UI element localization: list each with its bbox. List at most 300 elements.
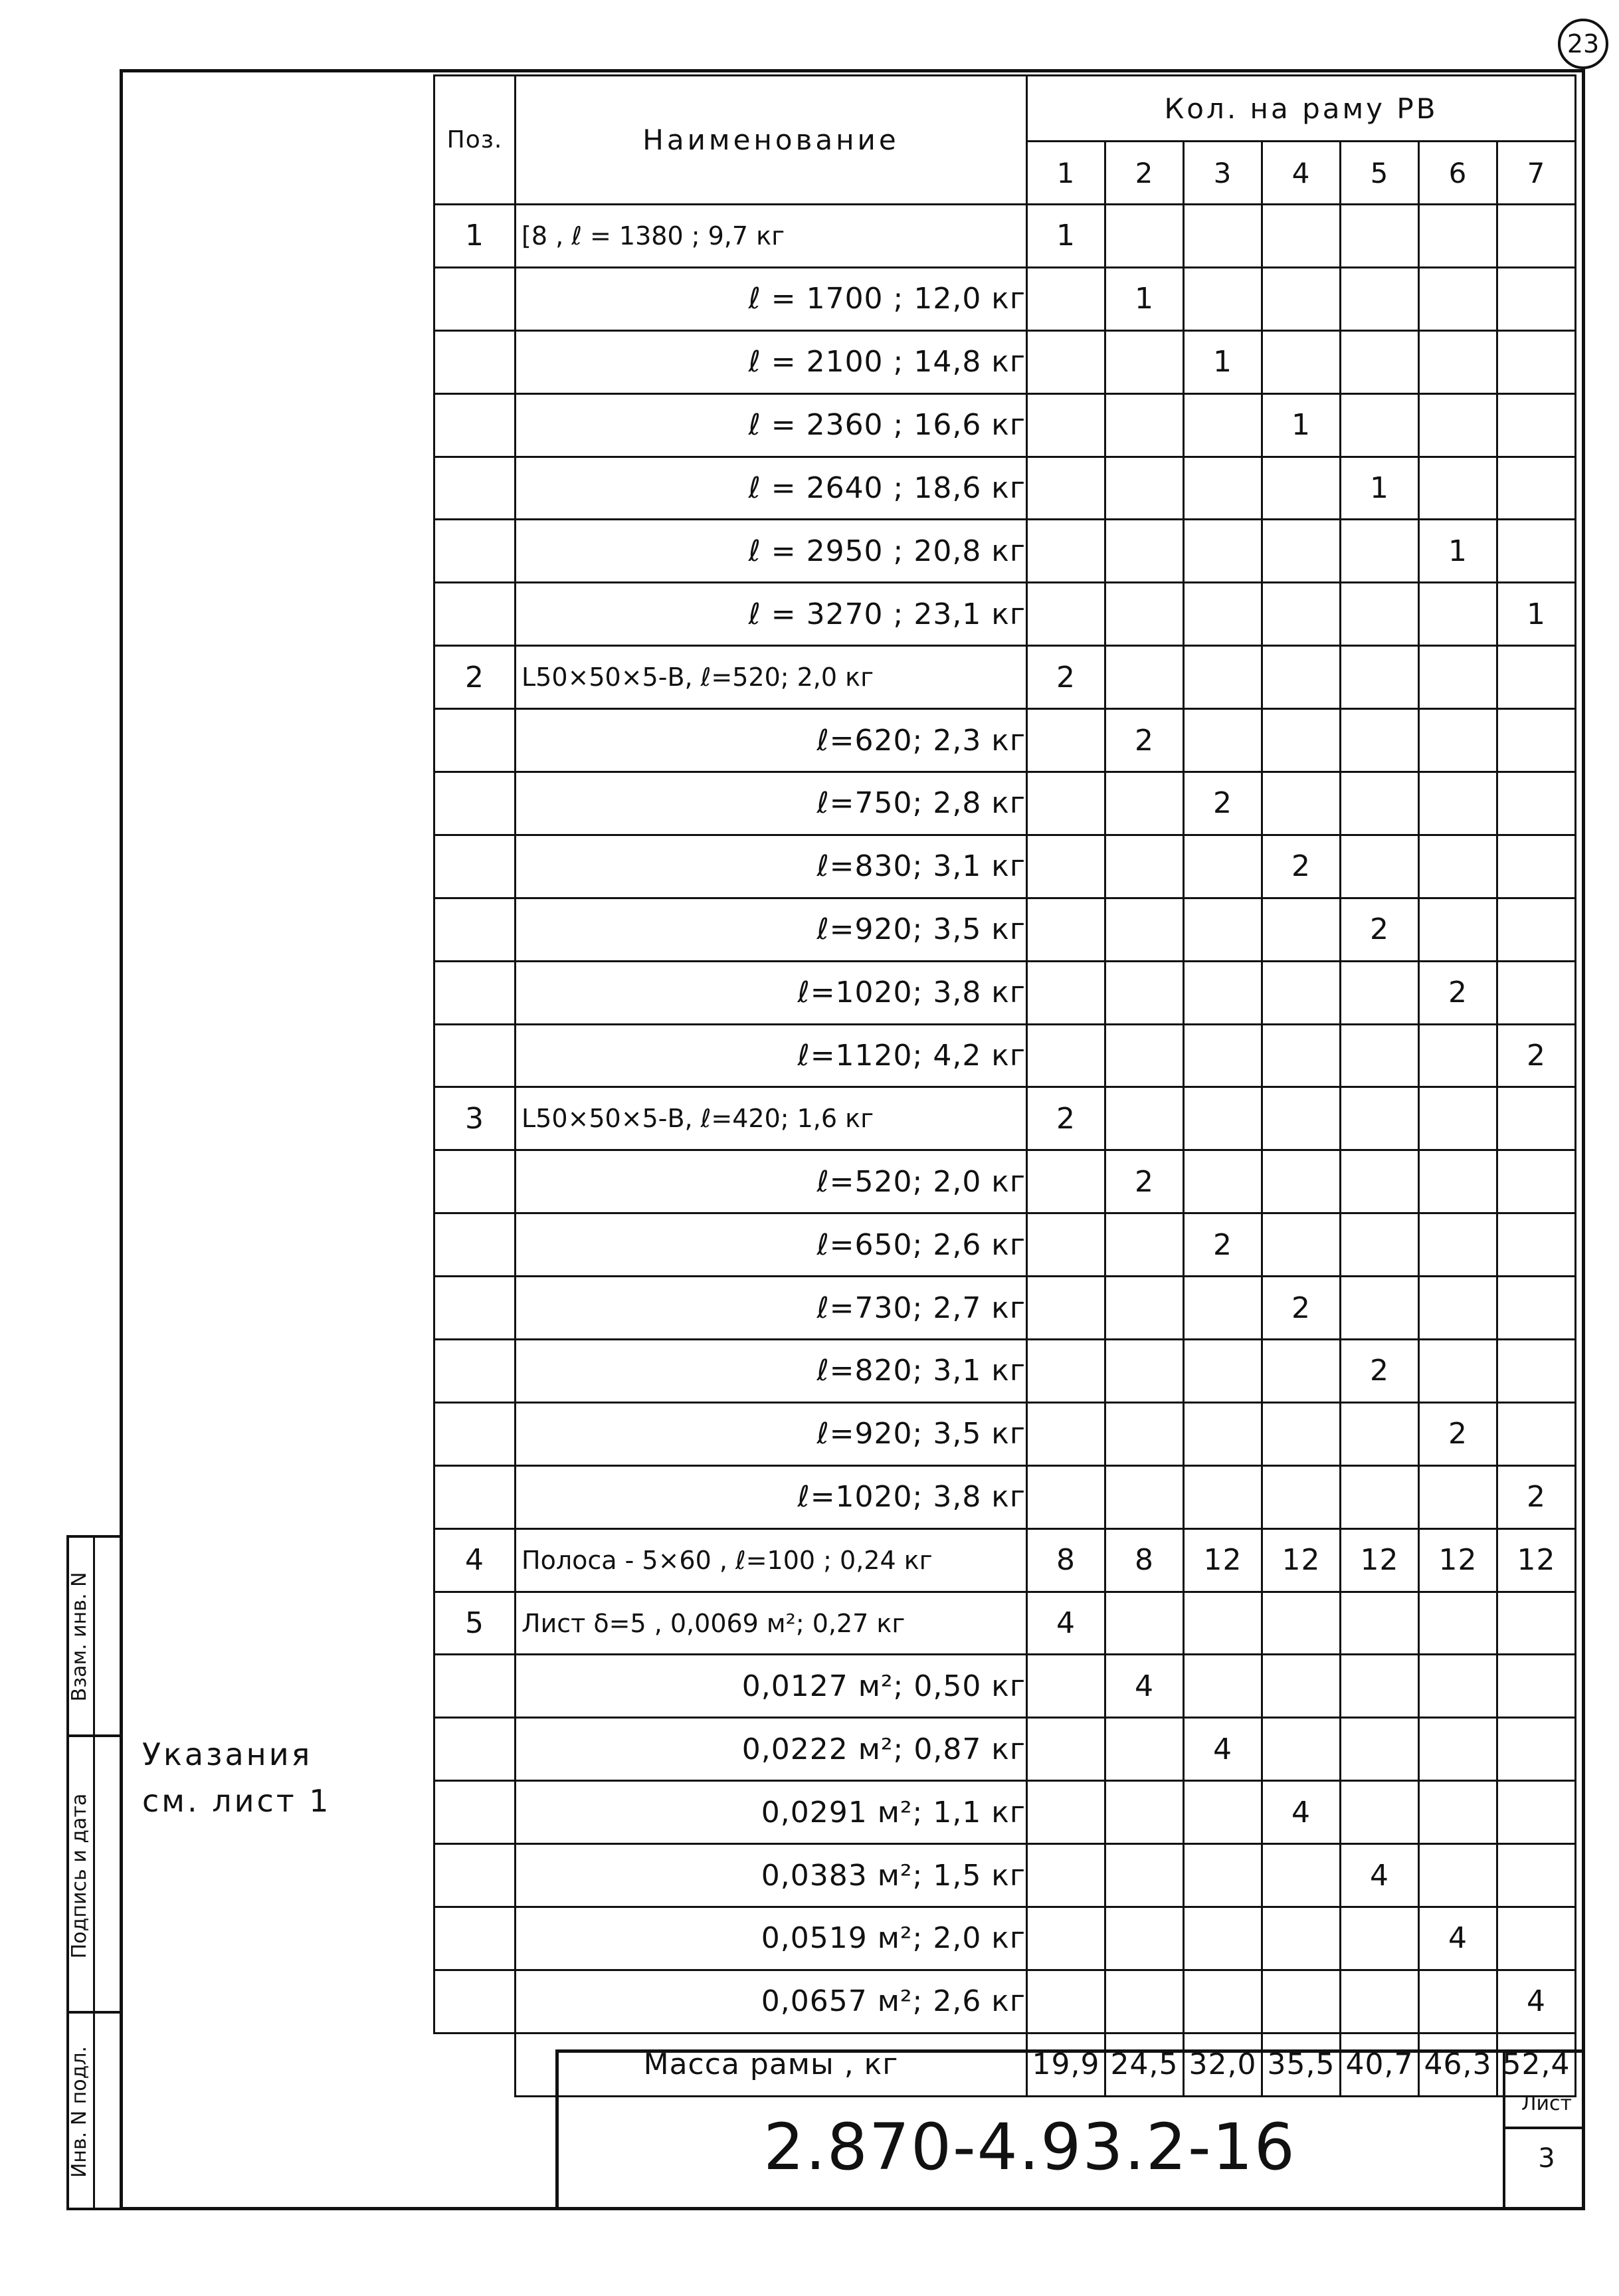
qty-cell <box>1184 1024 1262 1087</box>
qty-cell: 1 <box>1184 330 1262 393</box>
pos-cell <box>434 961 516 1024</box>
qty-cell <box>1341 1592 1419 1655</box>
pos-cell <box>434 330 516 393</box>
table-row <box>434 1528 1576 1592</box>
qty-cell <box>1027 898 1105 961</box>
qty-cell <box>1419 1465 1497 1528</box>
notes-line-2: см. лист 1 <box>142 1783 332 1819</box>
qty-cell <box>1262 772 1341 835</box>
qty-cell <box>1105 1213 1184 1277</box>
pos-cell: 1 <box>434 205 516 268</box>
qty-cell <box>1027 1907 1105 1970</box>
sheet-number: 3 <box>1538 2143 1555 2174</box>
qty-cell <box>1419 898 1497 961</box>
qty-cell <box>1105 1465 1184 1528</box>
qty-cell <box>1419 583 1497 646</box>
qty-cell <box>1497 1655 1576 1718</box>
table-row <box>434 1024 1576 1087</box>
qty-cell <box>1184 1592 1262 1655</box>
qty-cell: 12 <box>1419 1528 1497 1592</box>
qty-cell <box>1497 709 1576 772</box>
pos-cell <box>434 393 516 457</box>
qty-cell <box>1184 961 1262 1024</box>
name-cell: ℓ=620; 2,3 кг <box>516 709 1027 772</box>
qty-cell <box>1184 1402 1262 1465</box>
qty-cell <box>1497 646 1576 709</box>
name-cell: ℓ = 1700 ; 12,0 кг <box>516 267 1027 330</box>
mass-value-2: 24,5 <box>1105 2033 1184 2096</box>
qty-cell <box>1027 330 1105 393</box>
mass-value-1: 19,9 <box>1027 2033 1105 2096</box>
qty-cell <box>1497 898 1576 961</box>
qty-cell <box>1419 267 1497 330</box>
qty-cell <box>1184 457 1262 520</box>
qty-cell <box>1497 457 1576 520</box>
table-row <box>434 1465 1576 1528</box>
qty-cell <box>1105 1844 1184 1907</box>
qty-cell: 2 <box>1497 1024 1576 1087</box>
qty-cell <box>1105 1781 1184 1844</box>
qty-cell: 2 <box>1184 772 1262 835</box>
name-cell: [8 , ℓ = 1380 ; 9,7 кг <box>516 205 1027 268</box>
qty-cell <box>1105 646 1184 709</box>
qty-cell: 12 <box>1262 1528 1341 1592</box>
qty-cell <box>1341 1087 1419 1150</box>
qty-cell <box>1419 1781 1497 1844</box>
qty-cell: 1 <box>1105 267 1184 330</box>
name-cell: L50×50×5-В, ℓ=520; 2,0 кг <box>516 646 1027 709</box>
qty-cell <box>1184 709 1262 772</box>
qty-cell <box>1419 1087 1497 1150</box>
qty-cell <box>1497 1718 1576 1781</box>
qty-cell <box>1262 1402 1341 1465</box>
qty-cell <box>1262 457 1341 520</box>
qty-cell <box>1027 1402 1105 1465</box>
qty-cell <box>1497 1907 1576 1970</box>
qty-cell <box>1341 1150 1419 1213</box>
qty-cell: 2 <box>1184 1213 1262 1277</box>
qty-cell <box>1262 1844 1341 1907</box>
table-row <box>434 1970 1576 2033</box>
pos-cell <box>434 1718 516 1781</box>
name-cell: ℓ=1020; 3,8 кг <box>516 1465 1027 1528</box>
qty-cell: 4 <box>1027 1592 1105 1655</box>
table-row <box>434 393 1576 457</box>
pos-cell <box>434 1277 516 1340</box>
header-col-4: 4 <box>1262 142 1341 205</box>
qty-cell: 2 <box>1419 1402 1497 1465</box>
qty-cell <box>1341 205 1419 268</box>
qty-cell <box>1341 1402 1419 1465</box>
table-row <box>434 835 1576 898</box>
sheet-label: Лист <box>1521 2092 1572 2115</box>
qty-cell <box>1027 393 1105 457</box>
pos-cell <box>434 520 516 583</box>
qty-cell: 4 <box>1497 1970 1576 2033</box>
qty-cell <box>1184 1277 1262 1340</box>
table-row <box>434 1213 1576 1277</box>
mass-value-3: 32,0 <box>1184 2033 1262 2096</box>
qty-cell: 4 <box>1341 1844 1419 1907</box>
qty-cell <box>1027 1970 1105 2033</box>
table-row <box>434 205 1576 268</box>
table-row <box>434 1402 1576 1465</box>
qty-cell <box>1105 772 1184 835</box>
qty-cell <box>1419 1592 1497 1655</box>
qty-cell <box>1262 520 1341 583</box>
qty-cell <box>1419 1024 1497 1087</box>
qty-cell: 1 <box>1341 457 1419 520</box>
pos-cell <box>434 267 516 330</box>
qty-cell <box>1262 646 1341 709</box>
qty-cell <box>1262 1087 1341 1150</box>
qty-cell: 2 <box>1027 1087 1105 1150</box>
mass-value-5: 40,7 <box>1341 2033 1419 2096</box>
table-row <box>434 457 1576 520</box>
page-number: 23 <box>1558 19 1608 69</box>
qty-cell <box>1027 1213 1105 1277</box>
mass-value-4: 35,5 <box>1262 2033 1341 2096</box>
qty-cell: 4 <box>1105 1655 1184 1718</box>
qty-cell <box>1262 583 1341 646</box>
qty-cell <box>1027 1655 1105 1718</box>
qty-cell <box>1497 1340 1576 1403</box>
pos-cell <box>434 1844 516 1907</box>
qty-cell: 8 <box>1027 1528 1105 1592</box>
pos-cell <box>434 1150 516 1213</box>
side-label-vzam: Взам. инв. N <box>68 1572 91 1702</box>
qty-cell <box>1497 961 1576 1024</box>
qty-cell: 12 <box>1497 1528 1576 1592</box>
name-cell: Полоса - 5×60 , ℓ=100 ; 0,24 кг <box>516 1528 1027 1592</box>
pos-cell: 2 <box>434 646 516 709</box>
qty-cell <box>1105 1024 1184 1087</box>
qty-cell <box>1027 1150 1105 1213</box>
qty-cell <box>1497 1277 1576 1340</box>
qty-cell <box>1262 898 1341 961</box>
table-row <box>434 1592 1576 1655</box>
qty-cell <box>1027 1844 1105 1907</box>
pos-cell <box>434 457 516 520</box>
qty-cell <box>1105 1718 1184 1781</box>
header-col-7: 7 <box>1497 142 1576 205</box>
qty-cell <box>1262 1340 1341 1403</box>
mass-value-7: 52,4 <box>1497 2033 1576 2096</box>
pos-cell <box>434 1781 516 1844</box>
qty-cell <box>1184 1465 1262 1528</box>
qty-cell: 4 <box>1184 1718 1262 1781</box>
pos-cell <box>434 583 516 646</box>
qty-cell <box>1341 1907 1419 1970</box>
qty-cell <box>1027 709 1105 772</box>
table-row <box>434 1907 1576 1970</box>
qty-cell <box>1497 835 1576 898</box>
qty-cell <box>1419 205 1497 268</box>
qty-cell: 1 <box>1497 583 1576 646</box>
qty-cell <box>1262 1150 1341 1213</box>
pos-cell <box>434 1213 516 1277</box>
name-cell: ℓ=750; 2,8 кг <box>516 772 1027 835</box>
pos-cell <box>434 898 516 961</box>
pos-cell <box>434 1907 516 1970</box>
table-row <box>434 709 1576 772</box>
qty-cell <box>1419 457 1497 520</box>
name-cell: ℓ=650; 2,6 кг <box>516 1213 1027 1277</box>
name-cell: ℓ=730; 2,7 кг <box>516 1277 1027 1340</box>
qty-cell <box>1184 393 1262 457</box>
qty-cell <box>1105 393 1184 457</box>
qty-cell <box>1262 1718 1341 1781</box>
header-col-5: 5 <box>1341 142 1419 205</box>
header-col-3: 3 <box>1184 142 1262 205</box>
qty-cell <box>1184 583 1262 646</box>
specification-table <box>433 74 1576 2097</box>
qty-cell <box>1419 1970 1497 2033</box>
pos-cell <box>434 1402 516 1465</box>
qty-cell: 1 <box>1262 393 1341 457</box>
qty-cell: 2 <box>1105 1150 1184 1213</box>
qty-cell <box>1262 1970 1341 2033</box>
qty-cell <box>1497 330 1576 393</box>
qty-cell <box>1184 1970 1262 2033</box>
qty-cell: 2 <box>1341 898 1419 961</box>
qty-cell <box>1184 646 1262 709</box>
specification-body <box>434 205 1576 2034</box>
qty-cell <box>1105 1277 1184 1340</box>
qty-cell <box>1262 1024 1341 1087</box>
qty-cell <box>1341 1718 1419 1781</box>
qty-cell <box>1262 1655 1341 1718</box>
qty-cell <box>1027 1465 1105 1528</box>
qty-cell <box>1341 709 1419 772</box>
mass-row-spacer <box>434 2033 516 2096</box>
qty-cell <box>1027 1024 1105 1087</box>
qty-cell <box>1419 772 1497 835</box>
name-cell: Лист δ=5 , 0,0069 м²; 0,27 кг <box>516 1592 1027 1655</box>
mass-value-6: 46,3 <box>1419 2033 1497 2096</box>
qty-cell: 2 <box>1497 1465 1576 1528</box>
qty-cell: 2 <box>1419 961 1497 1024</box>
pos-cell: 5 <box>434 1592 516 1655</box>
name-cell: L50×50×5-В, ℓ=420; 1,6 кг <box>516 1087 1027 1150</box>
qty-cell <box>1105 457 1184 520</box>
qty-cell <box>1184 267 1262 330</box>
header-quantity-group: Кол. на раму РВ <box>1027 76 1576 142</box>
qty-cell <box>1419 1655 1497 1718</box>
qty-cell <box>1262 205 1341 268</box>
pos-cell <box>434 1024 516 1087</box>
qty-cell <box>1497 1844 1576 1907</box>
qty-cell: 12 <box>1184 1528 1262 1592</box>
qty-cell <box>1027 520 1105 583</box>
table-row <box>434 1150 1576 1213</box>
qty-cell <box>1262 709 1341 772</box>
qty-cell <box>1497 205 1576 268</box>
qty-cell <box>1105 520 1184 583</box>
qty-cell <box>1184 1340 1262 1403</box>
qty-cell: 1 <box>1419 520 1497 583</box>
qty-cell <box>1184 898 1262 961</box>
pos-cell <box>434 772 516 835</box>
qty-cell <box>1419 1213 1497 1277</box>
pos-cell <box>434 1340 516 1403</box>
side-stamp-column-divider <box>93 1535 95 2210</box>
qty-cell <box>1419 1150 1497 1213</box>
qty-cell: 4 <box>1262 1781 1341 1844</box>
qty-cell <box>1184 1781 1262 1844</box>
qty-cell: 8 <box>1105 1528 1184 1592</box>
qty-cell <box>1497 1781 1576 1844</box>
qty-cell: 4 <box>1419 1907 1497 1970</box>
header-col-6: 6 <box>1419 142 1497 205</box>
qty-cell <box>1105 1592 1184 1655</box>
name-cell: ℓ=520; 2,0 кг <box>516 1150 1027 1213</box>
qty-cell <box>1262 1592 1341 1655</box>
side-label-podpis: Подпись и дата <box>68 1793 91 1959</box>
qty-cell <box>1419 1277 1497 1340</box>
qty-cell <box>1497 393 1576 457</box>
qty-cell <box>1105 1340 1184 1403</box>
qty-cell <box>1184 1087 1262 1150</box>
qty-cell <box>1184 205 1262 268</box>
qty-cell <box>1341 646 1419 709</box>
qty-cell <box>1497 1592 1576 1655</box>
qty-cell <box>1105 330 1184 393</box>
qty-cell <box>1497 1402 1576 1465</box>
table-row <box>434 1781 1576 1844</box>
qty-cell <box>1105 1087 1184 1150</box>
table-row <box>434 520 1576 583</box>
name-cell: ℓ=830; 3,1 кг <box>516 835 1027 898</box>
qty-cell <box>1341 520 1419 583</box>
qty-cell <box>1341 772 1419 835</box>
qty-cell <box>1497 267 1576 330</box>
table-row <box>434 898 1576 961</box>
qty-cell <box>1105 583 1184 646</box>
table-row <box>434 1655 1576 1718</box>
sheet-cell-divider <box>1503 2127 1585 2129</box>
pos-cell <box>434 835 516 898</box>
qty-cell: 2 <box>1262 835 1341 898</box>
qty-cell <box>1497 520 1576 583</box>
qty-cell <box>1027 457 1105 520</box>
qty-cell: 2 <box>1027 646 1105 709</box>
name-cell: 0,0383 м²; 1,5 кг <box>516 1844 1027 1907</box>
qty-cell <box>1105 1907 1184 1970</box>
table-row <box>434 772 1576 835</box>
notes-line-1: Указания <box>142 1736 313 1772</box>
name-cell: ℓ=920; 3,5 кг <box>516 1402 1027 1465</box>
qty-cell <box>1105 205 1184 268</box>
qty-cell <box>1497 1213 1576 1277</box>
qty-cell <box>1419 709 1497 772</box>
pos-cell: 4 <box>434 1528 516 1592</box>
qty-cell: 2 <box>1105 709 1184 772</box>
qty-cell <box>1027 772 1105 835</box>
table-row <box>434 330 1576 393</box>
header-pos: Поз. <box>434 76 516 205</box>
name-cell: ℓ = 2100 ; 14,8 кг <box>516 330 1027 393</box>
table-row <box>434 961 1576 1024</box>
qty-cell <box>1341 1465 1419 1528</box>
qty-cell <box>1341 1970 1419 2033</box>
qty-cell <box>1341 267 1419 330</box>
qty-cell <box>1341 583 1419 646</box>
header-name: Наименование <box>516 76 1027 205</box>
qty-cell <box>1027 1277 1105 1340</box>
table-row <box>434 1087 1576 1150</box>
pos-cell: 3 <box>434 1087 516 1150</box>
qty-cell <box>1341 1213 1419 1277</box>
qty-cell <box>1105 1970 1184 2033</box>
qty-cell <box>1027 583 1105 646</box>
qty-cell <box>1341 961 1419 1024</box>
qty-cell <box>1419 393 1497 457</box>
name-cell: ℓ=1020; 3,8 кг <box>516 961 1027 1024</box>
qty-cell <box>1262 267 1341 330</box>
qty-cell <box>1497 772 1576 835</box>
pos-cell <box>434 709 516 772</box>
table-row <box>434 583 1576 646</box>
document-number: 2.870-4.93.2-16 <box>763 2110 1296 2184</box>
side-label-inv: Инв. N подл. <box>68 2045 91 2178</box>
qty-cell <box>1341 835 1419 898</box>
qty-cell <box>1419 1340 1497 1403</box>
qty-cell <box>1184 1907 1262 1970</box>
header-col-2: 2 <box>1105 142 1184 205</box>
qty-cell: 2 <box>1341 1340 1419 1403</box>
pos-cell <box>434 1655 516 1718</box>
qty-cell <box>1105 1402 1184 1465</box>
qty-cell <box>1027 1718 1105 1781</box>
header-col-1: 1 <box>1027 142 1105 205</box>
qty-cell <box>1341 1024 1419 1087</box>
name-cell: ℓ = 2640 ; 18,6 кг <box>516 457 1027 520</box>
qty-cell <box>1497 1087 1576 1150</box>
qty-cell <box>1027 1340 1105 1403</box>
qty-cell <box>1341 393 1419 457</box>
qty-cell <box>1262 1465 1341 1528</box>
qty-cell <box>1184 520 1262 583</box>
table-row <box>434 1718 1576 1781</box>
qty-cell <box>1419 646 1497 709</box>
qty-cell <box>1262 1907 1341 1970</box>
qty-cell <box>1262 330 1341 393</box>
pos-cell <box>434 1970 516 2033</box>
qty-cell: 2 <box>1262 1277 1341 1340</box>
name-cell: ℓ = 2360 ; 16,6 кг <box>516 393 1027 457</box>
name-cell: 0,0222 м²; 0,87 кг <box>516 1718 1027 1781</box>
table-row <box>434 646 1576 709</box>
table-row <box>434 1277 1576 1340</box>
mass-row-label: Масса рамы , кг <box>516 2033 1027 2096</box>
qty-cell <box>1105 961 1184 1024</box>
notes <box>142 1731 332 1824</box>
qty-cell <box>1027 835 1105 898</box>
qty-cell: 1 <box>1027 205 1105 268</box>
qty-cell <box>1184 1844 1262 1907</box>
qty-cell <box>1027 1781 1105 1844</box>
qty-cell: 12 <box>1341 1528 1419 1592</box>
name-cell: ℓ = 2950 ; 20,8 кг <box>516 520 1027 583</box>
qty-cell <box>1497 1150 1576 1213</box>
qty-cell <box>1419 330 1497 393</box>
name-cell: 0,0127 м²; 0,50 кг <box>516 1655 1027 1718</box>
qty-cell <box>1262 1213 1341 1277</box>
name-cell: ℓ=820; 3,1 кг <box>516 1340 1027 1403</box>
qty-cell <box>1341 330 1419 393</box>
table-row <box>434 1340 1576 1403</box>
